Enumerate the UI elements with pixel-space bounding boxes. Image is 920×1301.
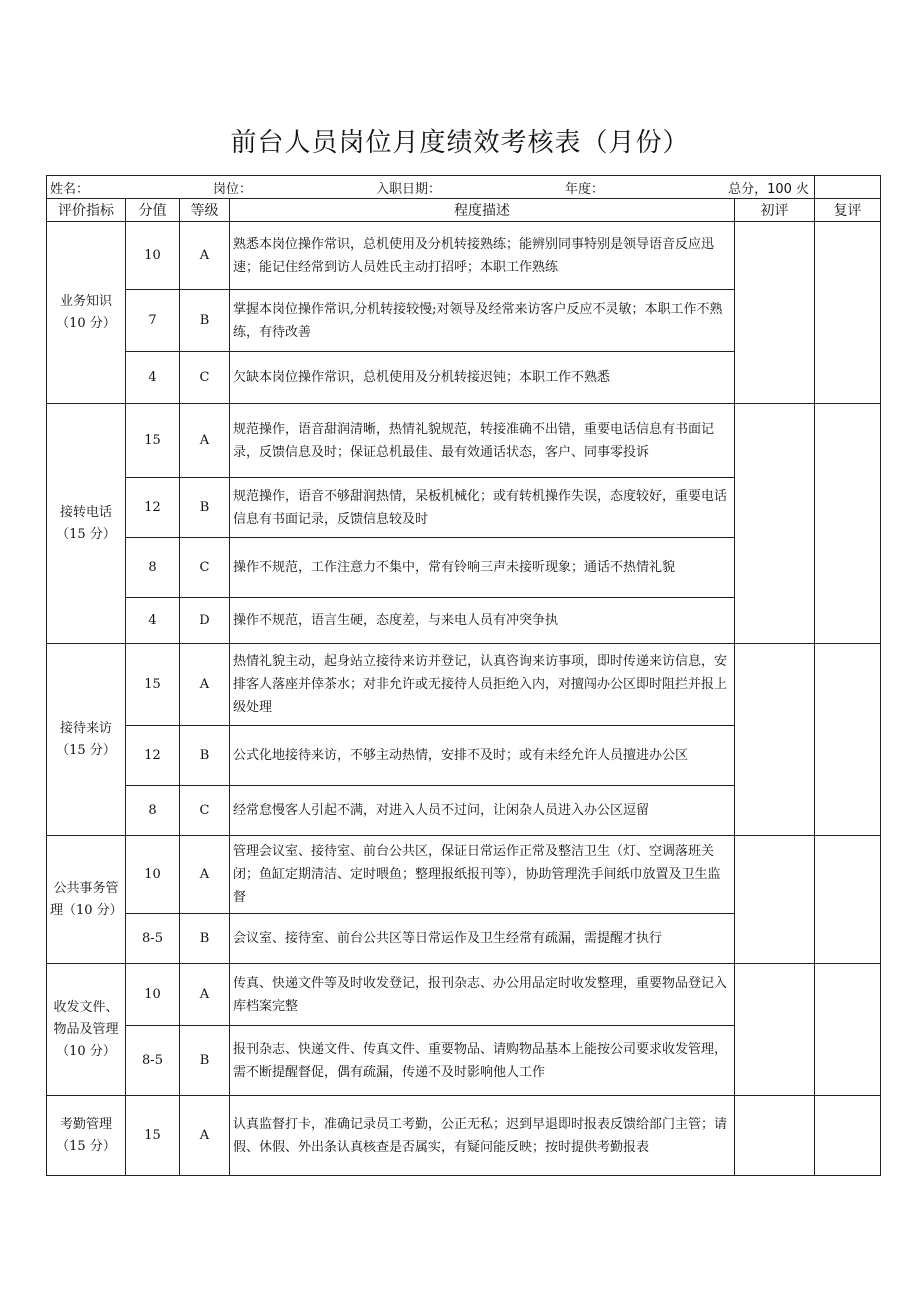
score-cell: 15 bbox=[126, 1096, 180, 1176]
description-cell: 规范操作，语音甜润清晰，热情礼貌规范，转接准确不出错，重要电话信息有书面记录，反馈信息及时；保证总机最佳、最有效通话状态，客户、同事零投诉 bbox=[230, 404, 735, 478]
score-cell: 4 bbox=[126, 352, 180, 404]
first-review-cell[interactable] bbox=[735, 964, 815, 1096]
first-review-cell[interactable] bbox=[735, 836, 815, 964]
header-indicator: 评价指标 bbox=[47, 199, 126, 222]
table-row bbox=[47, 836, 881, 914]
description-cell: 公式化地接待来访，不够主动热情，安排不及时；或有未经允许人员擅进办公区 bbox=[230, 726, 735, 786]
grade-cell: B bbox=[180, 290, 230, 352]
header-first-review: 初评 bbox=[735, 199, 815, 222]
score-cell: 12 bbox=[126, 726, 180, 786]
category-attendance: 考勤管理（15 分） bbox=[47, 1096, 126, 1176]
year-label: 年度： bbox=[565, 181, 605, 197]
description-cell: 会议室、接待室、前台公共区等日常运作及卫生经常有疏漏，需提醒才执行 bbox=[230, 914, 735, 964]
score-cell: 8-5 bbox=[126, 1026, 180, 1096]
description-cell: 欠缺本岗位操作常识，总机使用及分机转接迟钝；本职工作不熟悉 bbox=[230, 352, 735, 404]
grade-cell: A bbox=[180, 1096, 230, 1176]
grade-cell: C bbox=[180, 352, 230, 404]
score-cell: 15 bbox=[126, 644, 180, 726]
table-row bbox=[47, 644, 881, 726]
header-second-review: 复评 bbox=[815, 199, 881, 222]
score-cell: 10 bbox=[126, 964, 180, 1026]
grade-cell: A bbox=[180, 836, 230, 914]
header-row bbox=[47, 199, 881, 222]
score-cell: 10 bbox=[126, 222, 180, 290]
info-row bbox=[47, 176, 881, 199]
position-label: 岗位： bbox=[213, 181, 253, 197]
evaluation-table bbox=[46, 175, 881, 1176]
grade-cell: C bbox=[180, 538, 230, 598]
header-description: 程度描述 bbox=[230, 199, 735, 222]
category-business-knowledge: 业务知识（10 分） bbox=[47, 222, 126, 404]
score-cell: 8 bbox=[126, 538, 180, 598]
score-cell: 4 bbox=[126, 598, 180, 644]
total-score-label: 总分，100 火 bbox=[728, 181, 810, 197]
info-cell bbox=[47, 176, 815, 199]
first-review-cell[interactable] bbox=[735, 222, 815, 404]
category-public-affairs: 公共事务管理（10 分） bbox=[47, 836, 126, 964]
first-review-cell[interactable] bbox=[735, 1096, 815, 1176]
hire-date-label: 入职日期： bbox=[376, 181, 442, 197]
description-cell: 热情礼貌主动，起身站立接待来访并登记，认真咨询来访事项，即时传递来访信息，安排客人落座并倖茶水；对非允许或无接待人员拒绝入内，对擅闯办公区即时阻拦并报上级处理 bbox=[230, 644, 735, 726]
grade-cell: B bbox=[180, 914, 230, 964]
second-review-cell[interactable] bbox=[815, 964, 881, 1096]
header-grade: 等级 bbox=[180, 199, 230, 222]
description-cell: 传真、快递文件等及时收发登记，报刊杂志、办公用品定时收发整理，重要物品登记入库档案完整 bbox=[230, 964, 735, 1026]
description-cell: 操作不规范，语言生硬，态度差，与来电人员有冲突争执 bbox=[230, 598, 735, 644]
info-blank-cell[interactable] bbox=[815, 176, 881, 199]
grade-cell: C bbox=[180, 786, 230, 836]
table-row bbox=[47, 964, 881, 1026]
score-cell: 10 bbox=[126, 836, 180, 914]
description-cell: 认真监督打卡，准确记录员工考勤，公正无私；迟到早退即时报表反馈给部门主管；请假、休假、外出条认真核查是否属实，有疑问能反映；按时提供考勤报表 bbox=[230, 1096, 735, 1176]
grade-cell: D bbox=[180, 598, 230, 644]
second-review-cell[interactable] bbox=[815, 222, 881, 404]
description-cell: 熟悉本岗位操作常识，总机使用及分机转接熟练；能辨别同事特别是领导语音反应迅速；能记住经常到访人员姓氏主动打招呼；本职工作熟练 bbox=[230, 222, 735, 290]
grade-cell: B bbox=[180, 478, 230, 538]
grade-cell: A bbox=[180, 404, 230, 478]
table-row bbox=[47, 404, 881, 478]
score-cell: 7 bbox=[126, 290, 180, 352]
first-review-cell[interactable] bbox=[735, 644, 815, 836]
first-review-cell[interactable] bbox=[735, 404, 815, 644]
description-cell: 管理会议室、接待室、前台公共区，保证日常运作正常及整洁卫生（灯、空调落班关闭；鱼缸定期清洁、定时喂鱼；整理报纸报刊等），协助管理洗手间纸巾放置及卫生监督 bbox=[230, 836, 735, 914]
category-reception: 接待来访（15 分） bbox=[47, 644, 126, 836]
score-cell: 8 bbox=[126, 786, 180, 836]
grade-cell: B bbox=[180, 1026, 230, 1096]
second-review-cell[interactable] bbox=[815, 836, 881, 964]
grade-cell: A bbox=[180, 644, 230, 726]
page-title: 前台人员岗位月度绩效考核表（月份） bbox=[230, 128, 690, 158]
description-cell: 规范操作，语音不够甜润热情，呆板机械化；或有转机操作失误，态度较好，重要电话信息有书面记录，反馈信息较及时 bbox=[230, 478, 735, 538]
score-cell: 15 bbox=[126, 404, 180, 478]
category-documents: 收发文件、物品及管理（10 分） bbox=[47, 964, 126, 1096]
grade-cell: A bbox=[180, 222, 230, 290]
table-row bbox=[47, 1096, 881, 1176]
description-cell: 报刊杂志、快递文件、传真文件、重要物品、请购物品基本上能按公司要求收发管理，需不断提醒督促，偶有疏漏，传递不及时影响他人工作 bbox=[230, 1026, 735, 1096]
score-cell: 8-5 bbox=[126, 914, 180, 964]
name-label: 姓名： bbox=[50, 181, 90, 197]
second-review-cell[interactable] bbox=[815, 644, 881, 836]
grade-cell: B bbox=[180, 726, 230, 786]
description-cell: 经常怠慢客人引起不满，对进入人员不过问，让闲杂人员进入办公区逗留 bbox=[230, 786, 735, 836]
second-review-cell[interactable] bbox=[815, 404, 881, 644]
description-cell: 掌握本岗位操作常识,分机转接较慢;对领导及经常来访客户反应不灵敏；本职工作不熟练，有待改善 bbox=[230, 290, 735, 352]
table-row bbox=[47, 222, 881, 290]
description-cell: 操作不规范，工作注意力不集中，常有铃响三声未接听现象；通话不热情礼貌 bbox=[230, 538, 735, 598]
second-review-cell[interactable] bbox=[815, 1096, 881, 1176]
grade-cell: A bbox=[180, 964, 230, 1026]
header-score: 分值 bbox=[126, 199, 180, 222]
score-cell: 12 bbox=[126, 478, 180, 538]
category-call-transfer: 接转电话（15 分） bbox=[47, 404, 126, 644]
